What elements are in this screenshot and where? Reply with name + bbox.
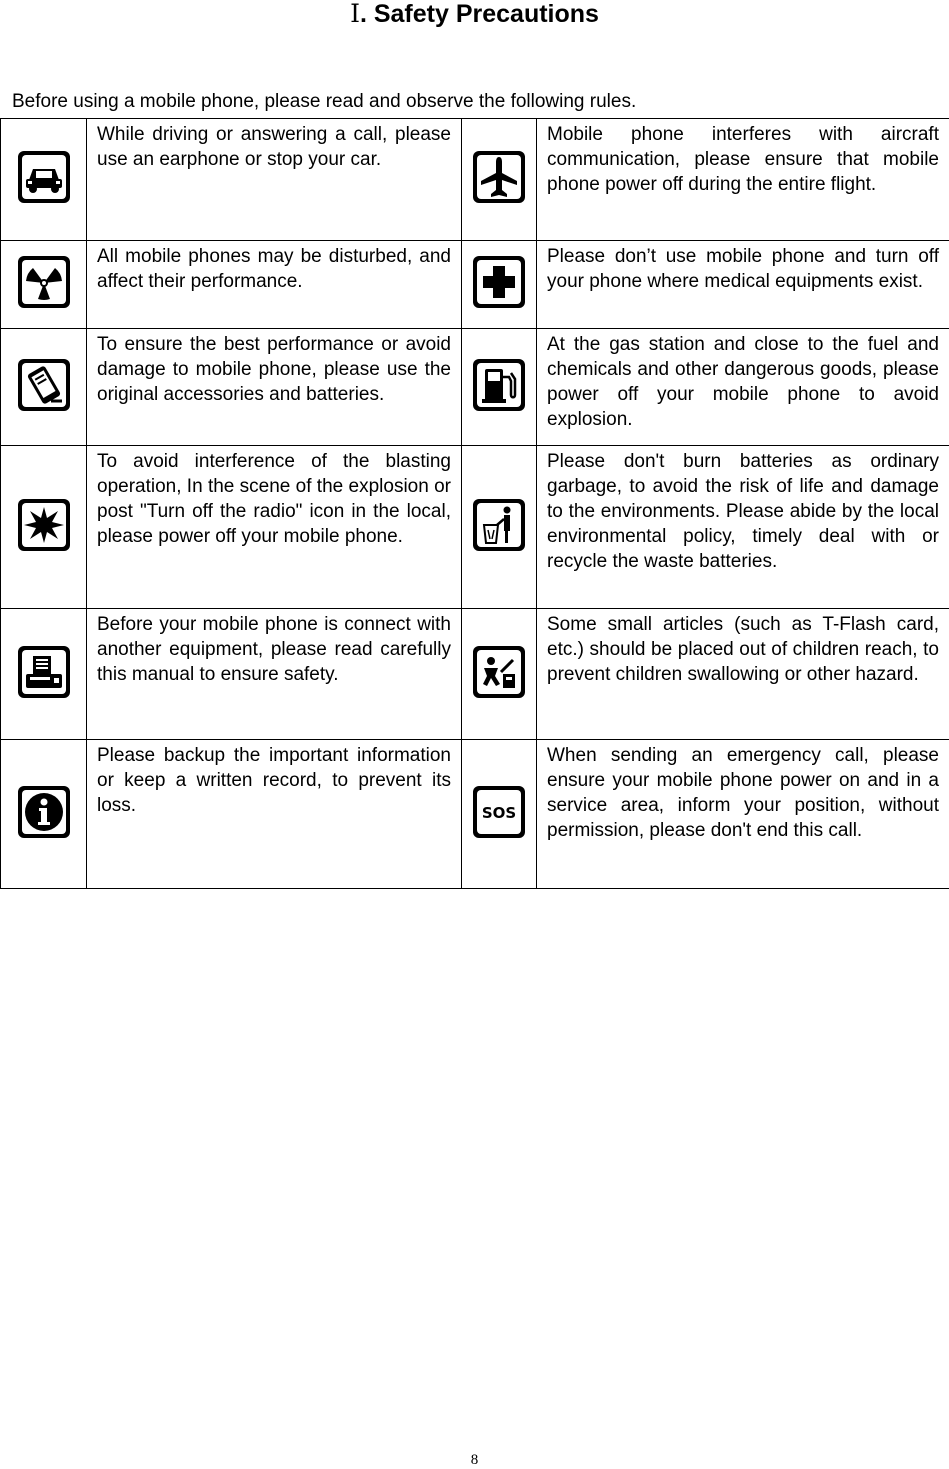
connect-equipment-icon	[16, 644, 72, 700]
icon-cell	[462, 329, 537, 446]
icon-cell	[1, 740, 87, 889]
child-hazard-icon	[471, 644, 527, 700]
title-numeral: Ⅰ	[350, 0, 360, 28]
rule-text: Please backup the important information or keep a written record, to prevent its loss.	[87, 740, 462, 889]
fuel-pump-icon	[471, 357, 527, 413]
recycle-bin-icon	[471, 497, 527, 553]
page-title	[0, 0, 949, 28]
safety-rules-table	[0, 118, 949, 889]
rule-text: To avoid interference of the blasting operation, In the scene of the explosion or post "Turn off the radio" icon in the local, please power off your mobile phone.	[87, 446, 462, 609]
table-row	[1, 119, 949, 241]
icon-cell	[462, 609, 537, 740]
rule-text: At the gas station and close to the fuel and chemicals and other dangerous goods, please power off your mobile phone to avoid explosion.	[537, 329, 949, 446]
table-row	[1, 446, 949, 609]
table-row	[1, 329, 949, 446]
icon-cell	[462, 119, 537, 241]
rule-text: Please don’t use mobile phone and turn off your phone where medical equipments exist.	[537, 241, 949, 329]
explosion-icon	[16, 497, 72, 553]
airplane-icon	[471, 149, 527, 205]
sos-icon	[471, 784, 527, 840]
icon-cell	[462, 241, 537, 329]
icon-cell	[1, 446, 87, 609]
rule-text: To ensure the best performance or avoid damage to mobile phone, please use the original accessories and batteries.	[87, 329, 462, 446]
rule-text: Before your mobile phone is connect with another equipment, please read carefully this manual to ensure safety.	[87, 609, 462, 740]
icon-cell	[462, 740, 537, 889]
intro-text: Before using a mobile phone, please read and observe the following rules.	[12, 91, 637, 112]
rule-text: While driving or answering a call, please use an earphone or stop your car.	[87, 119, 462, 241]
rule-text: Please don't burn batteries as ordinary garbage, to avoid the risk of life and damage to the environments. Please abide by the local environmental policy, timely deal with or recycle the waste batteries.	[537, 446, 949, 609]
icon-cell	[1, 609, 87, 740]
title-text: . Safety Precautions	[359, 0, 599, 28]
sos-label: SOS	[481, 803, 517, 822]
rule-text: All mobile phones may be disturbed, and affect their performance.	[87, 241, 462, 329]
icon-cell	[1, 241, 87, 329]
rule-text: When sending an emergency call, please ensure your mobile phone power on and in a service area, inform your position, without permission, please don't end this call.	[537, 740, 949, 889]
car-icon	[16, 149, 72, 205]
icon-cell	[1, 329, 87, 446]
info-icon	[16, 784, 72, 840]
icon-cell	[1, 119, 87, 241]
table-row	[1, 609, 949, 740]
rule-text: Some small articles (such as T-Flash card, etc.) should be placed out of children reach, to prevent children swallowing or other hazard.	[537, 609, 949, 740]
table-row	[1, 241, 949, 329]
page-number: 8	[470, 1452, 479, 1468]
icon-cell	[462, 446, 537, 609]
medical-cross-icon	[471, 254, 527, 310]
phone-accessory-icon	[16, 357, 72, 413]
radiation-icon	[16, 254, 72, 310]
rule-text: Mobile phone interferes with aircraft communication, please ensure that mobile phone power off during the entire flight.	[537, 119, 949, 241]
table-row	[1, 740, 949, 889]
